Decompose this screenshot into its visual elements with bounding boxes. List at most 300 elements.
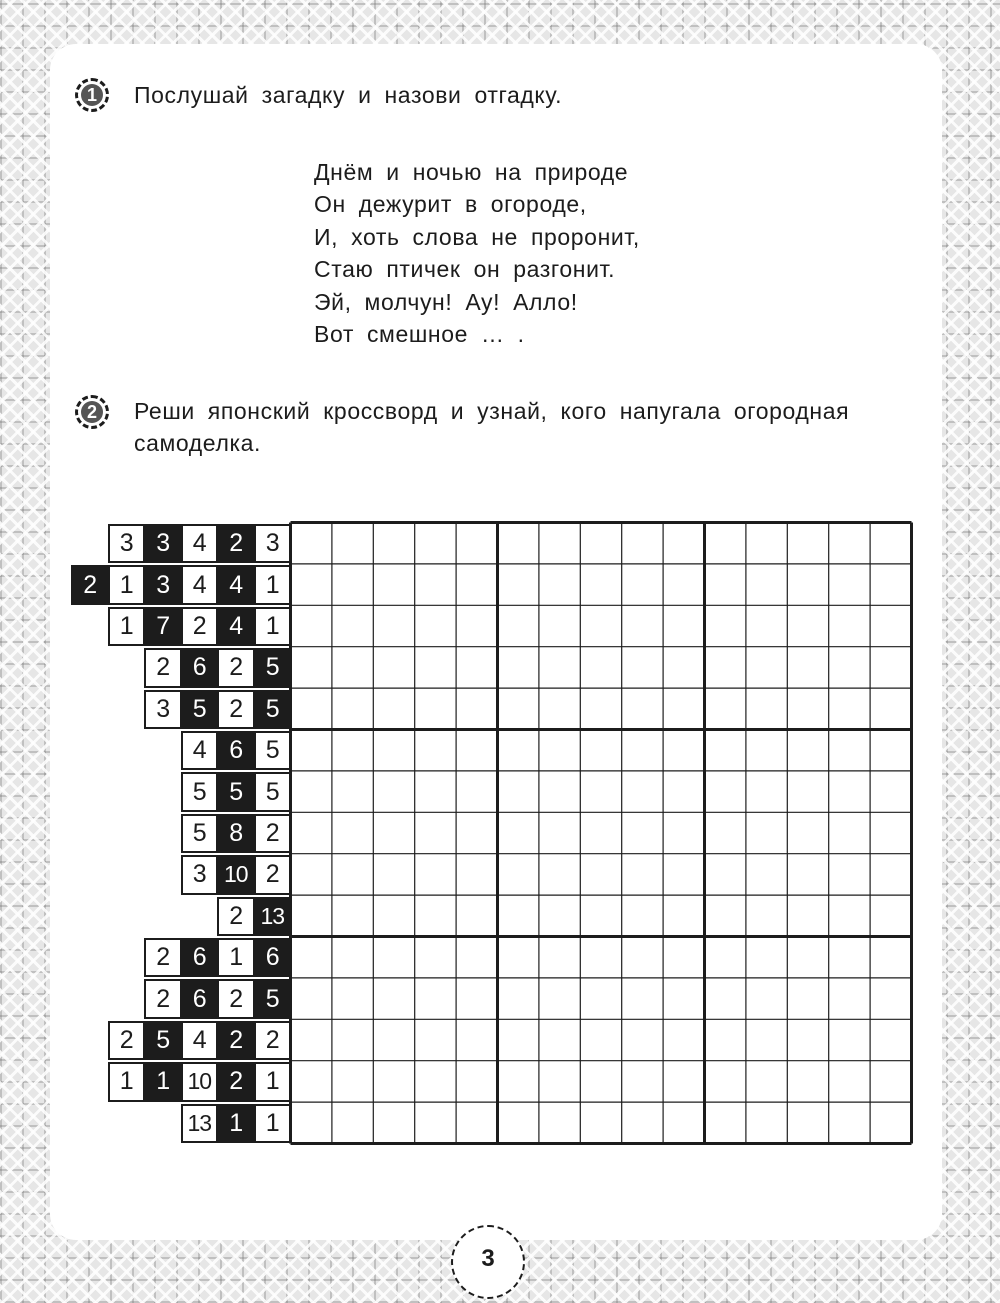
grid-cell[interactable] bbox=[540, 565, 579, 604]
grid-cell[interactable] bbox=[788, 565, 827, 604]
grid-cell[interactable] bbox=[747, 1020, 786, 1059]
grid-cell[interactable] bbox=[499, 648, 538, 687]
grid-cell[interactable] bbox=[623, 524, 662, 563]
grid-cell[interactable] bbox=[416, 524, 455, 563]
grid-cell[interactable] bbox=[416, 896, 455, 935]
grid-cell[interactable] bbox=[871, 855, 910, 894]
grid-cell[interactable] bbox=[292, 896, 331, 935]
grid-cell[interactable] bbox=[871, 813, 910, 852]
grid-cell[interactable] bbox=[623, 1062, 662, 1101]
row-clue-number: 2 bbox=[254, 855, 292, 894]
grid-cell[interactable] bbox=[664, 813, 703, 852]
row-clue-number: 5 bbox=[217, 772, 255, 811]
grid-cell[interactable] bbox=[830, 731, 869, 770]
grid-cell[interactable] bbox=[871, 979, 910, 1018]
grid-cell[interactable] bbox=[374, 689, 413, 728]
grid-cell[interactable] bbox=[623, 813, 662, 852]
grid-cell[interactable] bbox=[457, 1062, 496, 1101]
grid-cell[interactable] bbox=[374, 565, 413, 604]
row-clue-number: 5 bbox=[181, 690, 219, 729]
grid-cell[interactable] bbox=[499, 855, 538, 894]
row-clue-number: 1 bbox=[217, 938, 255, 977]
grid-cell[interactable] bbox=[706, 565, 745, 604]
grid-cell[interactable] bbox=[706, 689, 745, 728]
row-clue-number: 2 bbox=[217, 648, 255, 687]
grid-cell[interactable] bbox=[788, 524, 827, 563]
row-clue-number: 5 bbox=[144, 1021, 182, 1060]
grid-cell[interactable] bbox=[540, 648, 579, 687]
grid-cell[interactable] bbox=[457, 565, 496, 604]
grid-cell[interactable] bbox=[416, 813, 455, 852]
grid-cell[interactable] bbox=[499, 813, 538, 852]
task-2-badge bbox=[75, 395, 109, 429]
grid-cell[interactable] bbox=[664, 896, 703, 935]
grid-cell[interactable] bbox=[788, 1103, 827, 1142]
grid-cell[interactable] bbox=[664, 606, 703, 645]
grid-cell[interactable] bbox=[457, 689, 496, 728]
row-clue-number: 5 bbox=[181, 772, 219, 811]
riddle-line: Он дежурит в огороде, bbox=[314, 191, 587, 218]
grid-cell[interactable] bbox=[292, 648, 331, 687]
grid-cell[interactable] bbox=[664, 979, 703, 1018]
grid-cell[interactable] bbox=[664, 731, 703, 770]
nonogram-grid bbox=[289, 521, 914, 1146]
grid-cell[interactable] bbox=[788, 606, 827, 645]
row-clue-number: 2 bbox=[71, 565, 109, 604]
grid-cell[interactable] bbox=[416, 731, 455, 770]
grid-cell[interactable] bbox=[333, 1062, 372, 1101]
row-clue-number: 3 bbox=[144, 690, 182, 729]
grid-cell[interactable] bbox=[706, 731, 745, 770]
grid-cell[interactable] bbox=[581, 938, 620, 977]
grid-cell[interactable] bbox=[540, 1020, 579, 1059]
grid-cell[interactable] bbox=[706, 648, 745, 687]
grid-cell[interactable] bbox=[499, 1103, 538, 1142]
grid-cell[interactable] bbox=[416, 1103, 455, 1142]
grid-cell[interactable] bbox=[747, 1103, 786, 1142]
grid-cell[interactable] bbox=[581, 855, 620, 894]
grid-cell[interactable] bbox=[623, 979, 662, 1018]
row-clue-number: 6 bbox=[181, 938, 219, 977]
grid-cell[interactable] bbox=[457, 524, 496, 563]
grid-cell[interactable] bbox=[581, 1103, 620, 1142]
grid-cell[interactable] bbox=[292, 1062, 331, 1101]
row-clue-number: 2 bbox=[144, 938, 182, 977]
riddle-poem bbox=[314, 156, 640, 350]
grid-cell[interactable] bbox=[457, 813, 496, 852]
grid-cell[interactable] bbox=[788, 855, 827, 894]
row-clue-number: 2 bbox=[254, 1021, 292, 1060]
row-clue-number: 1 bbox=[254, 1104, 292, 1143]
row-clue-number: 2 bbox=[144, 648, 182, 687]
grid-cell[interactable] bbox=[374, 979, 413, 1018]
grid-cell[interactable] bbox=[374, 648, 413, 687]
grid-cell[interactable] bbox=[623, 772, 662, 811]
grid-cell[interactable] bbox=[871, 731, 910, 770]
grid-cell[interactable] bbox=[416, 772, 455, 811]
grid-cell[interactable] bbox=[499, 524, 538, 563]
grid-cell[interactable] bbox=[706, 938, 745, 977]
grid-cell[interactable] bbox=[457, 731, 496, 770]
grid-cell[interactable] bbox=[664, 689, 703, 728]
grid-cell[interactable] bbox=[540, 772, 579, 811]
page-number: 3 bbox=[481, 1245, 495, 1272]
row-clue-number: 1 bbox=[108, 1062, 146, 1101]
grid-cell[interactable] bbox=[830, 938, 869, 977]
grid-cell[interactable] bbox=[623, 896, 662, 935]
row-clue-number: 5 bbox=[254, 979, 292, 1018]
row-clue-number: 4 bbox=[217, 607, 255, 646]
grid-cell[interactable] bbox=[747, 772, 786, 811]
row-clue-number: 3 bbox=[108, 524, 146, 563]
grid-cell[interactable] bbox=[540, 896, 579, 935]
grid-cell[interactable] bbox=[416, 938, 455, 977]
grid-cell[interactable] bbox=[540, 938, 579, 977]
grid-cell[interactable] bbox=[830, 1062, 869, 1101]
task-2-number: 2 bbox=[81, 401, 103, 423]
grid-cell[interactable] bbox=[540, 813, 579, 852]
row-clue-number: 2 bbox=[217, 897, 255, 936]
row-clue-number: 3 bbox=[144, 565, 182, 604]
grid-cell[interactable] bbox=[747, 524, 786, 563]
riddle-line: Эй, молчун! Ау! Алло! bbox=[314, 288, 578, 315]
grid-cell[interactable] bbox=[788, 648, 827, 687]
grid-cell[interactable] bbox=[499, 565, 538, 604]
row-clue-number: 13 bbox=[254, 897, 292, 936]
grid-cell[interactable] bbox=[623, 1103, 662, 1142]
grid-cell[interactable] bbox=[374, 938, 413, 977]
grid-cell[interactable] bbox=[788, 731, 827, 770]
grid-cell[interactable] bbox=[499, 1062, 538, 1101]
row-clue-number: 10 bbox=[181, 1062, 219, 1101]
grid-cell[interactable] bbox=[374, 731, 413, 770]
grid-cell[interactable] bbox=[830, 1020, 869, 1059]
grid-cell[interactable] bbox=[581, 896, 620, 935]
row-clue-number: 1 bbox=[254, 607, 292, 646]
grid-cell[interactable] bbox=[747, 896, 786, 935]
grid-cell[interactable] bbox=[416, 979, 455, 1018]
row-clue-number: 4 bbox=[181, 565, 219, 604]
row-clue-number: 3 bbox=[144, 524, 182, 563]
grid-cell[interactable] bbox=[374, 896, 413, 935]
grid-cell[interactable] bbox=[333, 1103, 372, 1142]
grid-cell[interactable] bbox=[457, 896, 496, 935]
grid-cell[interactable] bbox=[499, 938, 538, 977]
row-clue-number: 6 bbox=[254, 938, 292, 977]
grid-cell[interactable] bbox=[416, 565, 455, 604]
grid-cell[interactable] bbox=[581, 979, 620, 1018]
grid-cell[interactable] bbox=[706, 772, 745, 811]
grid-cell[interactable] bbox=[457, 1103, 496, 1142]
row-clue-number: 2 bbox=[181, 607, 219, 646]
grid-cell[interactable] bbox=[333, 689, 372, 728]
row-clue-number: 5 bbox=[254, 690, 292, 729]
grid-cell[interactable] bbox=[623, 938, 662, 977]
grid-cell[interactable] bbox=[706, 1062, 745, 1101]
grid-cell[interactable] bbox=[664, 1103, 703, 1142]
grid-cell[interactable] bbox=[706, 606, 745, 645]
grid-cell[interactable] bbox=[581, 606, 620, 645]
grid-cell[interactable] bbox=[457, 772, 496, 811]
row-clue-number: 1 bbox=[144, 1062, 182, 1101]
row-clue-number: 5 bbox=[254, 772, 292, 811]
grid-cell[interactable] bbox=[664, 1062, 703, 1101]
riddle-line: Днём и ночью на природе bbox=[314, 159, 629, 185]
row-clue-number: 1 bbox=[217, 1104, 255, 1143]
grid-cell[interactable] bbox=[871, 606, 910, 645]
grid-cell[interactable] bbox=[706, 855, 745, 894]
grid-cell[interactable] bbox=[292, 689, 331, 728]
grid-cell[interactable] bbox=[499, 772, 538, 811]
grid-cell[interactable] bbox=[830, 772, 869, 811]
grid-cell[interactable] bbox=[292, 938, 331, 977]
grid-cell[interactable] bbox=[581, 1062, 620, 1101]
grid-cell[interactable] bbox=[374, 524, 413, 563]
grid-cell[interactable] bbox=[499, 1020, 538, 1059]
grid-cell[interactable] bbox=[374, 1020, 413, 1059]
grid-cell[interactable] bbox=[499, 731, 538, 770]
grid-cell[interactable] bbox=[581, 524, 620, 563]
grid-cell[interactable] bbox=[788, 1062, 827, 1101]
grid-cell[interactable] bbox=[581, 565, 620, 604]
grid-cell[interactable] bbox=[747, 731, 786, 770]
grid-cell[interactable] bbox=[664, 938, 703, 977]
grid-cell[interactable] bbox=[871, 1062, 910, 1101]
grid-cell[interactable] bbox=[333, 1020, 372, 1059]
row-clue-number: 2 bbox=[217, 690, 255, 729]
grid-cell[interactable] bbox=[333, 772, 372, 811]
grid-cell[interactable] bbox=[830, 524, 869, 563]
task-2-instruction-line-2: самоделка. bbox=[134, 430, 262, 456]
row-clue-number: 1 bbox=[108, 565, 146, 604]
grid-cell[interactable] bbox=[540, 524, 579, 563]
grid-cell[interactable] bbox=[333, 731, 372, 770]
grid-cell[interactable] bbox=[374, 813, 413, 852]
grid-cell[interactable] bbox=[581, 689, 620, 728]
grid-cell[interactable] bbox=[871, 1103, 910, 1142]
grid-cell[interactable] bbox=[623, 1020, 662, 1059]
grid-cell[interactable] bbox=[664, 648, 703, 687]
grid-cell[interactable] bbox=[292, 524, 331, 563]
grid-cell[interactable] bbox=[457, 855, 496, 894]
task-1-instruction: Послушай загадку и назови отгадку. bbox=[134, 82, 563, 108]
grid-cell[interactable] bbox=[540, 855, 579, 894]
row-clue-number: 2 bbox=[144, 979, 182, 1018]
grid-cell[interactable] bbox=[830, 979, 869, 1018]
grid-cell[interactable] bbox=[333, 979, 372, 1018]
grid-cell[interactable] bbox=[416, 606, 455, 645]
grid-cell[interactable] bbox=[292, 606, 331, 645]
row-clue-number: 6 bbox=[217, 731, 255, 770]
grid-cell[interactable] bbox=[292, 855, 331, 894]
grid-cell[interactable] bbox=[333, 938, 372, 977]
grid-cell[interactable] bbox=[292, 565, 331, 604]
grid-cell[interactable] bbox=[871, 938, 910, 977]
grid-cell[interactable] bbox=[457, 938, 496, 977]
grid-cell[interactable] bbox=[499, 896, 538, 935]
grid-cell[interactable] bbox=[457, 606, 496, 645]
grid-cell[interactable] bbox=[581, 648, 620, 687]
grid-cell[interactable] bbox=[664, 855, 703, 894]
grid-cell[interactable] bbox=[333, 524, 372, 563]
grid-cell[interactable] bbox=[871, 524, 910, 563]
grid-cell[interactable] bbox=[706, 1103, 745, 1142]
row-clue-number: 3 bbox=[254, 524, 292, 563]
grid-cell[interactable] bbox=[747, 855, 786, 894]
grid-cell[interactable] bbox=[623, 689, 662, 728]
row-clue-number: 5 bbox=[254, 648, 292, 687]
grid-cell[interactable] bbox=[581, 1020, 620, 1059]
grid-cell[interactable] bbox=[871, 1020, 910, 1059]
grid-cell[interactable] bbox=[499, 606, 538, 645]
grid-cell[interactable] bbox=[623, 565, 662, 604]
grid-cell[interactable] bbox=[664, 524, 703, 563]
grid-cell[interactable] bbox=[747, 689, 786, 728]
grid-cell[interactable] bbox=[747, 813, 786, 852]
grid-cell[interactable] bbox=[540, 731, 579, 770]
grid-cell[interactable] bbox=[830, 1103, 869, 1142]
grid-cell[interactable] bbox=[292, 813, 331, 852]
row-clue-number: 2 bbox=[217, 524, 255, 563]
row-clue-number: 2 bbox=[254, 814, 292, 853]
grid-cell[interactable] bbox=[292, 772, 331, 811]
grid-cell[interactable] bbox=[581, 731, 620, 770]
grid-cell[interactable] bbox=[788, 938, 827, 977]
grid-cell[interactable] bbox=[416, 1020, 455, 1059]
grid-cell[interactable] bbox=[871, 689, 910, 728]
grid-cell[interactable] bbox=[747, 565, 786, 604]
grid-cell[interactable] bbox=[664, 1020, 703, 1059]
grid-cell[interactable] bbox=[457, 648, 496, 687]
grid-cell[interactable] bbox=[623, 855, 662, 894]
grid-cell[interactable] bbox=[706, 896, 745, 935]
grid-cell[interactable] bbox=[292, 1020, 331, 1059]
grid-cell[interactable] bbox=[374, 772, 413, 811]
grid-cell[interactable] bbox=[416, 689, 455, 728]
grid-cell[interactable] bbox=[830, 606, 869, 645]
grid-cell[interactable] bbox=[416, 1062, 455, 1101]
grid-cell[interactable] bbox=[706, 524, 745, 563]
grid-cell[interactable] bbox=[457, 979, 496, 1018]
grid-cell[interactable] bbox=[747, 1062, 786, 1101]
grid-cell[interactable] bbox=[333, 813, 372, 852]
grid-cell[interactable] bbox=[871, 565, 910, 604]
grid-cell[interactable] bbox=[706, 813, 745, 852]
grid-cell[interactable] bbox=[374, 1103, 413, 1142]
row-clue-number: 1 bbox=[254, 565, 292, 604]
grid-cell[interactable] bbox=[830, 813, 869, 852]
row-clue-number: 13 bbox=[181, 1104, 219, 1143]
grid-cell[interactable] bbox=[540, 1103, 579, 1142]
grid-cell[interactable] bbox=[292, 1103, 331, 1142]
grid-cell[interactable] bbox=[706, 1020, 745, 1059]
row-clue-number: 10 bbox=[217, 855, 255, 894]
row-clue-number: 4 bbox=[181, 1021, 219, 1060]
grid-cell[interactable] bbox=[706, 979, 745, 1018]
row-clue-number: 4 bbox=[181, 731, 219, 770]
grid-cell[interactable] bbox=[540, 606, 579, 645]
grid-cell[interactable] bbox=[416, 648, 455, 687]
riddle-line: Стаю птичек он разгонит. bbox=[314, 256, 616, 283]
grid-cell[interactable] bbox=[747, 938, 786, 977]
row-clue-number: 2 bbox=[217, 1021, 255, 1060]
row-clue-number: 3 bbox=[181, 855, 219, 894]
grid-cell[interactable] bbox=[830, 565, 869, 604]
task-1-badge bbox=[75, 78, 109, 112]
task-1-number: 1 bbox=[81, 84, 103, 106]
grid-cell[interactable] bbox=[788, 1020, 827, 1059]
grid-cell[interactable] bbox=[747, 979, 786, 1018]
row-clue-number: 2 bbox=[108, 1021, 146, 1060]
row-clue-number: 2 bbox=[217, 1062, 255, 1101]
grid-cell[interactable] bbox=[333, 896, 372, 935]
row-clue-number: 2 bbox=[217, 979, 255, 1018]
grid-cell[interactable] bbox=[416, 855, 455, 894]
grid-cell[interactable] bbox=[540, 1062, 579, 1101]
row-clue-number: 6 bbox=[181, 648, 219, 687]
grid-cell[interactable] bbox=[871, 896, 910, 935]
row-clue-number: 1 bbox=[254, 1062, 292, 1101]
row-clue-number: 5 bbox=[254, 731, 292, 770]
grid-cell[interactable] bbox=[333, 606, 372, 645]
grid-cell[interactable] bbox=[788, 689, 827, 728]
grid-cell[interactable] bbox=[830, 855, 869, 894]
grid-cell[interactable] bbox=[830, 648, 869, 687]
grid-cell[interactable] bbox=[788, 896, 827, 935]
grid-cell[interactable] bbox=[871, 648, 910, 687]
row-clue-number: 5 bbox=[181, 814, 219, 853]
grid-cell[interactable] bbox=[333, 648, 372, 687]
grid-cell[interactable] bbox=[333, 565, 372, 604]
grid-cell[interactable] bbox=[623, 731, 662, 770]
grid-cell[interactable] bbox=[830, 689, 869, 728]
grid-cell[interactable] bbox=[788, 979, 827, 1018]
row-clue-number: 7 bbox=[144, 607, 182, 646]
row-clue-number: 4 bbox=[181, 524, 219, 563]
riddle-line: Вот смешное … . bbox=[314, 320, 525, 347]
row-clue-number: 8 bbox=[217, 814, 255, 853]
grid-cell[interactable] bbox=[581, 813, 620, 852]
grid-cell[interactable] bbox=[333, 855, 372, 894]
grid-cell[interactable] bbox=[292, 979, 331, 1018]
grid-cell[interactable] bbox=[623, 606, 662, 645]
grid-cell[interactable] bbox=[623, 648, 662, 687]
grid-cell[interactable] bbox=[540, 689, 579, 728]
grid-cell[interactable] bbox=[581, 772, 620, 811]
grid-cell[interactable] bbox=[292, 731, 331, 770]
grid-cell[interactable] bbox=[374, 1062, 413, 1101]
grid-cell[interactable] bbox=[457, 1020, 496, 1059]
grid-cell[interactable] bbox=[747, 606, 786, 645]
grid-cell[interactable] bbox=[664, 772, 703, 811]
grid-cell[interactable] bbox=[374, 606, 413, 645]
riddle-line: И, хоть слова не проронит, bbox=[314, 223, 640, 250]
grid-cell[interactable] bbox=[871, 772, 910, 811]
grid-cell[interactable] bbox=[788, 772, 827, 811]
grid-cell[interactable] bbox=[830, 896, 869, 935]
grid-cell[interactable] bbox=[664, 565, 703, 604]
grid-cell[interactable] bbox=[499, 689, 538, 728]
grid-cell[interactable] bbox=[788, 813, 827, 852]
task-2-instruction-line-1: Реши японский кроссворд и узнай, кого напугала огородная bbox=[134, 398, 850, 424]
grid-cell[interactable] bbox=[374, 855, 413, 894]
row-clue-number: 1 bbox=[108, 607, 146, 646]
grid-cell[interactable] bbox=[747, 648, 786, 687]
grid-cell[interactable] bbox=[499, 979, 538, 1018]
row-clue-number: 6 bbox=[181, 979, 219, 1018]
grid-cell[interactable] bbox=[540, 979, 579, 1018]
row-clue-number: 4 bbox=[217, 565, 255, 604]
